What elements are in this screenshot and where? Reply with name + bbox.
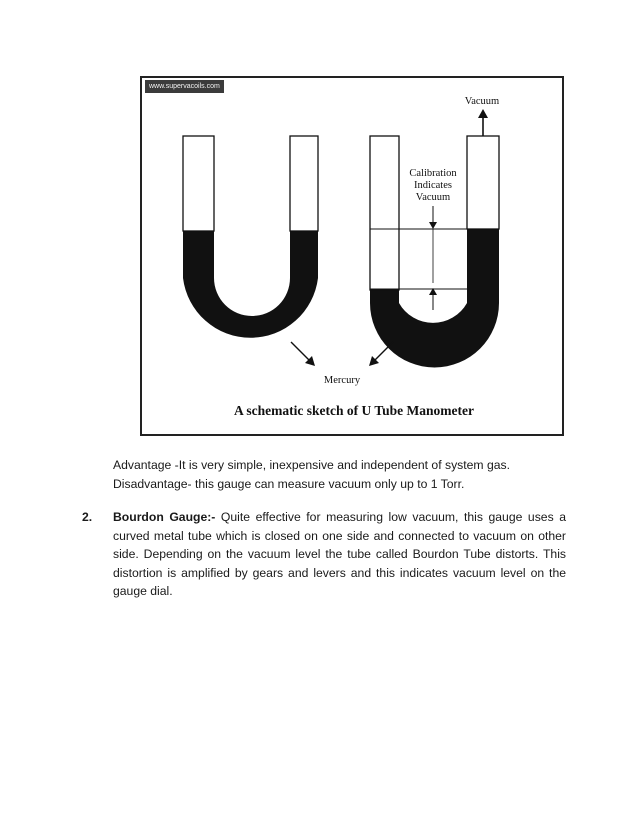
u-tube-manometer-figure — [140, 76, 564, 436]
left-tube-mercury — [183, 231, 318, 338]
mercury-arrow-right-shaft — [374, 342, 393, 361]
list-item-heading: Bourdon Gauge:- — [113, 510, 216, 524]
calibration-label-line3: Vacuum — [415, 192, 451, 203]
calibration-label-line1: Calibration — [409, 168, 457, 179]
left-tube-right-arm — [290, 136, 318, 231]
left-tube-left-arm — [183, 136, 214, 231]
vacuum-label: Vacuum — [464, 96, 500, 107]
disadvantage-text: Disadvantage- this gauge can measure vacuum only up to 1 Torr. — [113, 477, 465, 491]
u-tube-diagram — [142, 78, 562, 434]
right-tube-left-arm — [370, 136, 399, 290]
list-item-bourdon-gauge — [82, 508, 566, 601]
mercury-label: Mercury — [323, 375, 361, 386]
list-item-text: Quite effective for measuring low vacuum, this gauge uses a curved metal tube which is closed on one side and connected to vacuum on other side. Depending on the vacuum level the tube called Bourdon Tube distorts. This distortion is amplified by gears and levers and this indicates vacuum level on the gauge dial. — [113, 510, 566, 599]
right-tube-right-arm — [467, 136, 499, 229]
advantage-text: Advantage -It is very simple, inexpensive and independent of system gas. — [113, 458, 510, 472]
list-item-number: 2. — [82, 510, 93, 524]
list-item-body — [113, 508, 566, 601]
watermark-label: www.supervacoils.com — [145, 80, 224, 93]
vacuum-arrow-head — [478, 109, 488, 118]
mercury-arrow-left-shaft — [291, 342, 310, 361]
figure-caption: A schematic sketch of U Tube Manometer — [234, 403, 474, 418]
calibration-arrow-down-head — [429, 222, 437, 229]
calibration-label-line2: Indicates — [414, 180, 452, 191]
